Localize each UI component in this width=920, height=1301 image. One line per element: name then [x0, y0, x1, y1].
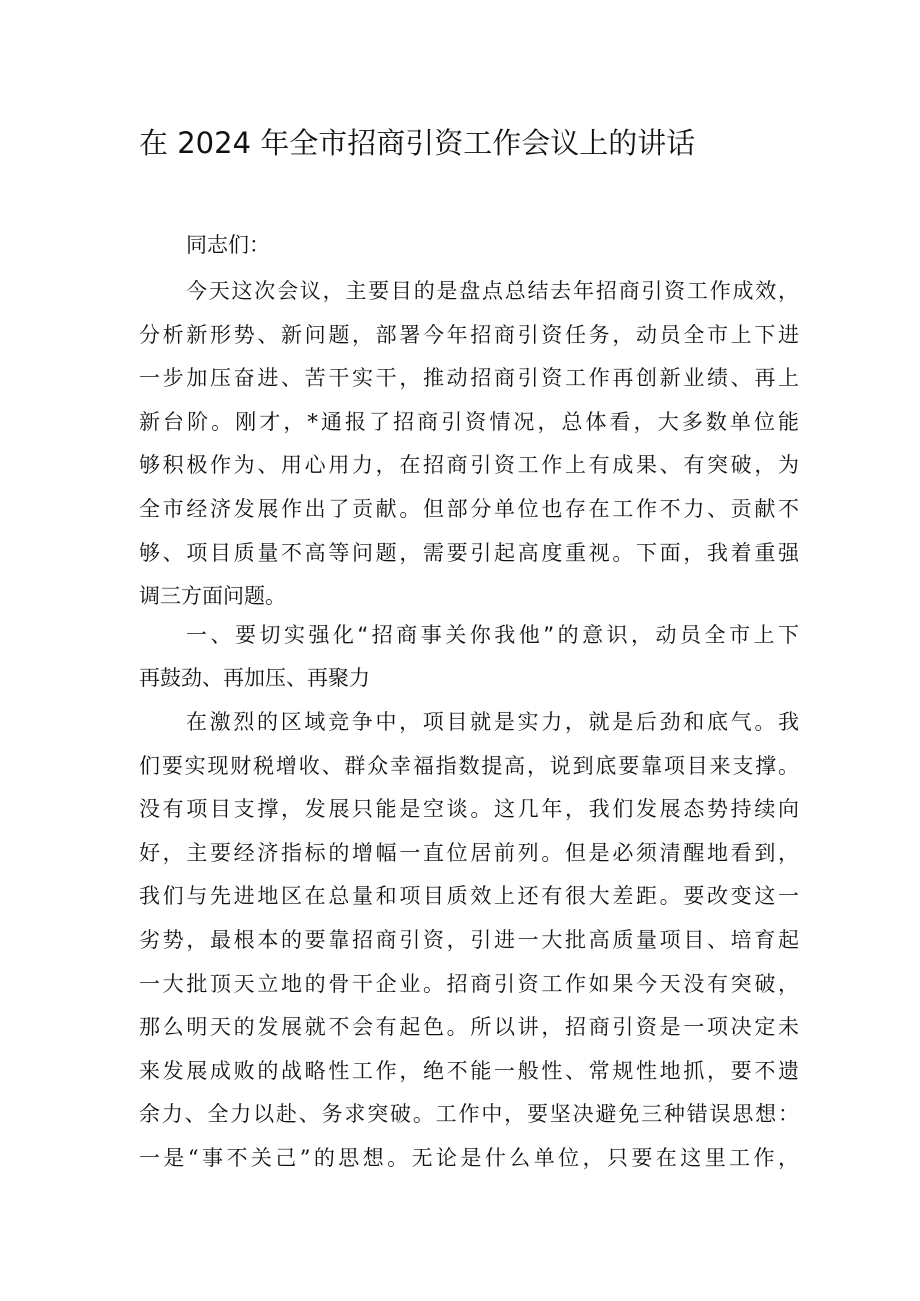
paragraph-line: 新台阶。刚才，*通报了招商引资情况，总体看，大多数单位能 [139, 409, 799, 434]
paragraph-line: 调三方面问题。 [139, 584, 286, 609]
paragraph-line: 好，主要经济指标的增幅一直位居前列。但是必须清醒地看到， [139, 840, 799, 865]
heading-line: 再鼓劲、再加压、再聚力 [139, 666, 370, 690]
section-heading-1 [139, 614, 799, 700]
paragraph-line: 够、项目质量不高等问题，需要引起高度重视。下面，我着重强 [139, 540, 799, 565]
paragraph-line: 分析新形势、新问题，部署今年招商引资任务，动员全市上下进 [139, 322, 799, 347]
paragraph-line: 一步加压奋进、苦干实干，推动招商引资工作再创新业绩、再上 [139, 366, 799, 391]
paragraph-line: 一大批顶天立地的骨干企业。招商引资工作如果今天没有突破， [139, 971, 799, 996]
paragraph-line: 全市经济发展作出了贡献。但部分单位也存在工作不力、贡献不 [139, 496, 799, 521]
paragraph-line: 一是“事不关己”的思想。无论是什么单位，只要在这里工作， [139, 1145, 799, 1170]
section-1-paragraph [139, 701, 799, 1181]
paragraph-line: 今天这次会议，主要目的是盘点总结去年招商引资工作成效， [186, 279, 799, 303]
paragraph-line: 够积极作为、用心用力，在招商引资工作上有成果、有突破，为 [139, 453, 799, 478]
heading-line: 一、要切实强化“招商事关你我他”的意识，动员全市上下 [186, 623, 799, 647]
paragraph-line: 们要实现财税增收、群众幸福指数提高，说到底要靠项目来支撑。 [139, 753, 799, 778]
paragraph-line: 在激烈的区域竞争中，项目就是实力，就是后劲和底气。我 [186, 710, 799, 734]
paragraph-line: 来发展成败的战略性工作，绝不能一般性、常规性地抓，要不遗 [139, 1058, 799, 1083]
intro-paragraph [139, 270, 799, 619]
paragraph-line: 没有项目支撑，发展只能是空谈。这几年，我们发展态势持续向 [139, 797, 799, 822]
greeting: 同志们： [186, 233, 270, 257]
paragraph-line: 余力、全力以赴、务求突破。工作中，要坚决避免三种错误思想： [139, 1102, 799, 1127]
paragraph-line: 我们与先进地区在总量和项目质效上还有很大差距。要改变这一 [139, 884, 799, 909]
document-title: 在 2024 年全市招商引资工作会议上的讲话 [139, 126, 696, 160]
paragraph-line: 劣势，最根本的要靠招商引资，引进一大批高质量项目、培育起 [139, 927, 799, 952]
paragraph-line: 那么明天的发展就不会有起色。所以讲，招商引资是一项决定未 [139, 1015, 799, 1040]
